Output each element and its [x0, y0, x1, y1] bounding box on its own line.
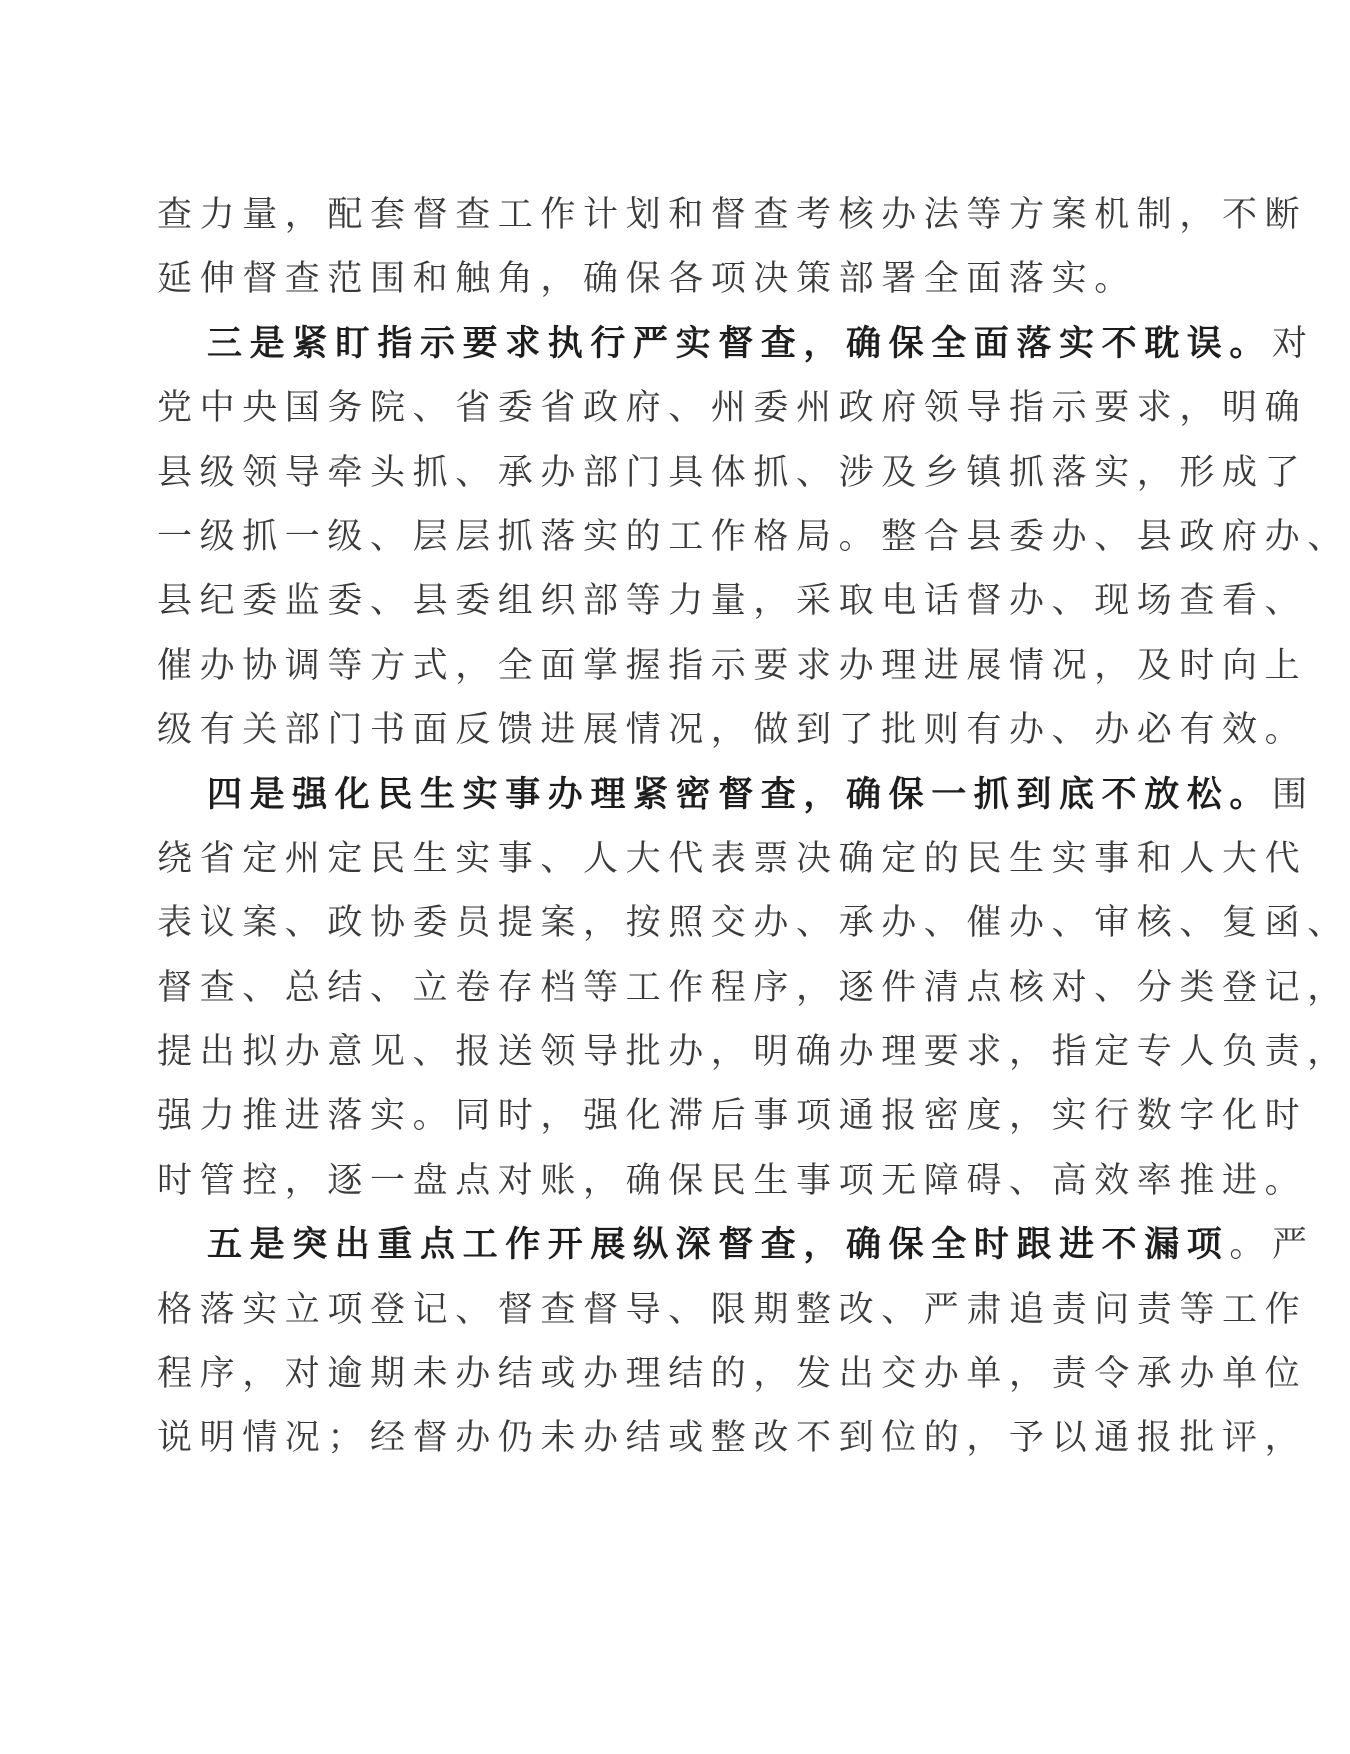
text-line	[157, 569, 1308, 633]
text-line	[157, 505, 1350, 569]
text-line	[157, 956, 1350, 1020]
text-line	[157, 1278, 1308, 1342]
document-page	[157, 183, 1350, 1471]
body-text: 说明情况；经督办仍未办结或整改不到位的，予以通报批评，	[157, 1418, 1308, 1459]
text-line	[157, 376, 1308, 440]
body-text: 延伸督查范围和触角，确保各项决策部署全面落实。	[157, 259, 1137, 300]
paragraph-1	[157, 183, 1308, 312]
text-line	[157, 1406, 1308, 1470]
body-text: 程序，对逾期未办结或办理结的，发出交办单，责令承办单位	[157, 1354, 1308, 1395]
body-text: 格落实立项登记、督查督导、限期整改、严肃追责问责等工作	[157, 1289, 1308, 1330]
body-text: 党中央国务院、省委省政府、州委州政府领导指示要求，明确	[157, 388, 1308, 429]
text-line	[157, 763, 1315, 827]
text-line	[157, 827, 1308, 891]
text-line	[157, 698, 1308, 762]
paragraph-3	[157, 763, 1350, 1214]
body-text: 表议案、政协委员提案，按照交办、承办、催办、审核、复函、	[157, 903, 1350, 944]
text-line	[157, 1342, 1308, 1406]
text-line	[157, 1084, 1308, 1148]
text-line	[157, 247, 1137, 311]
body-text: 对	[1272, 323, 1315, 364]
body-text: 催办协调等方式，全面掌握指示要求办理进展情况，及时向上	[157, 645, 1308, 686]
body-text: 提出拟办意见、报送领导批办，明确办理要求，指定专人负责，	[157, 1032, 1350, 1073]
text-line	[157, 312, 1315, 376]
bold-heading: 三是紧盯指示要求执行严实督查，确保全面落实不耽误。	[207, 322, 1273, 364]
body-text: 。严	[1229, 1225, 1315, 1266]
text-line	[157, 1149, 1308, 1213]
paragraph-2	[157, 312, 1350, 763]
text-line	[157, 1020, 1350, 1084]
text-line	[157, 441, 1308, 505]
body-text: 强力推进落实。同时，强化滞后事项通报密度，实行数字化时	[157, 1096, 1308, 1137]
body-text: 督查、总结、立卷存档等工作程序，逐件清点核对、分类登记，	[157, 967, 1350, 1008]
text-line	[157, 891, 1350, 955]
text-line	[157, 183, 1308, 247]
text-line	[157, 1213, 1315, 1277]
body-text: 级有关部门书面反馈进展情况，做到了批则有办、办必有效。	[157, 710, 1308, 751]
body-text: 绕省定州定民生实事、人大代表票决确定的民生实事和人大代	[157, 838, 1308, 879]
body-text: 一级抓一级、层层抓落实的工作格局。整合县委办、县政府办、	[157, 516, 1350, 557]
body-text: 县级领导牵头抓、承办部门具体抓、涉及乡镇抓落实，形成了	[157, 452, 1308, 493]
body-text: 时管控，逐一盘点对账，确保民生事项无障碍、高效率推进。	[157, 1160, 1308, 1201]
bold-heading: 五是突出重点工作开展纵深督查，确保全时跟进不漏项	[207, 1224, 1230, 1266]
body-text: 查力量，配套督查工作计划和督查考核办法等方案机制，不断	[157, 195, 1308, 235]
paragraph-4	[157, 1213, 1315, 1471]
body-text: 围	[1272, 774, 1315, 815]
body-text: 县纪委监委、县委组织部等力量，采取电话督办、现场查看、	[157, 581, 1308, 622]
text-line	[157, 634, 1308, 698]
bold-heading: 四是强化民生实事办理紧密督查，确保一抓到底不放松。	[207, 773, 1273, 815]
